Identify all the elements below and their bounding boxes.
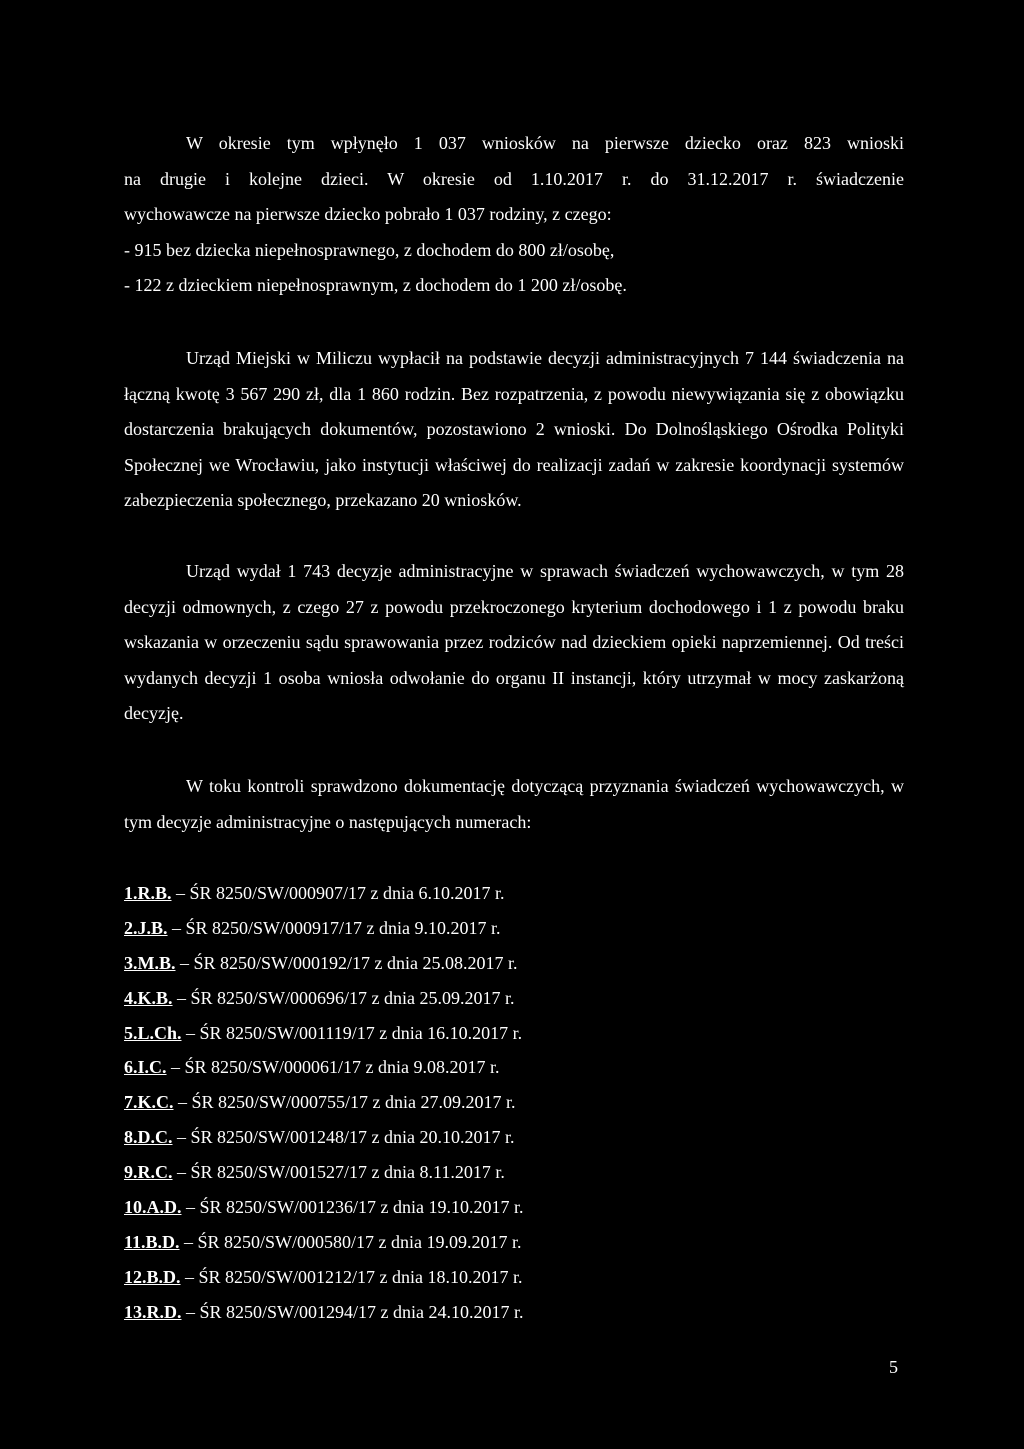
paragraph-line: - 915 bez dziecka niepełnosprawnego, z dochodem do 800 zł/osobę, [124, 239, 615, 260]
list-item [124, 1295, 904, 1330]
list-item [124, 1225, 904, 1260]
decision-code: 11.B.D. [124, 1231, 180, 1252]
decision-code: 1.R.B. [124, 883, 172, 903]
decision-number: – ŚR 8250/SW/000907/17 z dnia 6.10.2017 r. [171, 883, 505, 903]
decision-number: – ŚR 8250/SW/001119/17 z dnia 16.10.2017 r. [181, 1022, 523, 1043]
decision-code: 4.K.B. [124, 987, 173, 1008]
decision-code: 13.R.D. [124, 1301, 182, 1322]
list-item [124, 981, 904, 1016]
decision-code: 10.A.D. [124, 1197, 182, 1218]
decision-number: – ŚR 8250/SW/000192/17 z dnia 25.08.2017 r. [175, 952, 518, 973]
list-item [124, 1050, 904, 1085]
decision-number: – ŚR 8250/SW/001527/17 z dnia 8.11.2017 r. [172, 1162, 505, 1183]
paragraph-line: wychowawcze na pierwsze dziecko pobrało 1 037 rodziny, z czego: [124, 204, 612, 224]
paragraph-line: - 122 z dzieckiem niepełnosprawnym, z dochodem do 1 200 zł/osobę. [124, 275, 627, 295]
page-number: 5 [889, 1357, 898, 1377]
paragraph-inspection: W toku kontroli sprawdzono dokumentację dotyczącą przyznania świadczeń wychowawczych, w tym decyzje administracyjne o następujących numerach: [124, 776, 904, 832]
decision-number: – ŚR 8250/SW/000917/17 z dnia 9.10.2017 r. [167, 917, 501, 938]
decision-code: 8.D.C. [124, 1127, 173, 1148]
list-item [124, 1016, 904, 1051]
decision-number: – ŚR 8250/SW/000755/17 z dnia 27.09.2017 r. [173, 1092, 516, 1113]
decision-code: 6.I.C. [124, 1057, 167, 1078]
list-item [124, 911, 904, 946]
decision-number: – ŚR 8250/SW/001294/17 z dnia 24.10.2017 r. [181, 1301, 524, 1322]
decision-code: 7.K.C. [124, 1092, 174, 1113]
list-item [124, 946, 904, 981]
paragraph-line: na drugie i kolejne dzieci. W okresie od 1.10.2017 r. do 31.12.2017 r. świadczenie [124, 168, 904, 189]
decision-code: 5.L.Ch. [124, 1022, 182, 1043]
paragraph-payments: Urząd Miejski w Miliczu wypłacił na podstawie decyzji administracyjnych 7 144 świadczenia na łączną kwotę 3 567 290 zł, dla 1 860 rodzin. Bez rozpatrzenia, z powodu niewywiązania się z obowiązku dostarczenia brakujących dokumentów, pozostawiono 2 wnioski. Do Dolnośląskiego Ośrodka Polityki Społecznej we Wrocławiu, jako instytucji właściwej do realizacji zadań w zakresie koordynacji systemów zabezpieczenia społecznego, przekazano 20 wniosków. [124, 348, 904, 510]
decision-number: – ŚR 8250/SW/000696/17 z dnia 25.09.2017 r. [172, 987, 515, 1008]
decision-code: 2.J.B. [124, 917, 168, 938]
decision-code: 9.R.C. [124, 1162, 173, 1183]
list-item [124, 1190, 904, 1225]
list-item [124, 1085, 904, 1120]
paragraph-decisions: Urząd wydał 1 743 decyzje administracyjne w sprawach świadczeń wychowawczych, w tym 28 decyzji odmownych, z czego 27 z powodu przekroczonego kryterium dochodowego i 1 z powodu braku wskazania w orzeczeniu sądu sprawowania przez rodziców nad dzieckiem opieki naprzemiennej. Od treści wydanych decyzji 1 osoba wniosła odwołanie do organu II instancji, który utrzymał w mocy zaskarżoną decyzję. [124, 561, 904, 723]
list-item [124, 876, 904, 911]
decision-list [124, 876, 904, 1330]
decision-number: – ŚR 8250/SW/001248/17 z dnia 20.10.2017 r. [172, 1127, 515, 1148]
paragraph-line: W okresie tym wpłynęło 1 037 wniosków na pierwsze dziecko oraz 823 wnioski [186, 133, 904, 153]
decision-code: 12.B.D. [124, 1266, 181, 1287]
decision-number: – ŚR 8250/SW/001236/17 z dnia 19.10.2017 r. [181, 1197, 524, 1218]
decision-number: – ŚR 8250/SW/000061/17 z dnia 9.08.2017 r. [166, 1057, 500, 1078]
decision-code: 3.M.B. [124, 952, 176, 973]
decision-number: – ŚR 8250/SW/001212/17 z dnia 18.10.2017 r. [180, 1266, 523, 1287]
decision-number: – ŚR 8250/SW/000580/17 z dnia 19.09.2017 r. [179, 1231, 522, 1252]
list-item [124, 1260, 904, 1295]
paragraph-applications [124, 126, 904, 304]
list-item [124, 1155, 904, 1190]
list-item [124, 1120, 904, 1155]
